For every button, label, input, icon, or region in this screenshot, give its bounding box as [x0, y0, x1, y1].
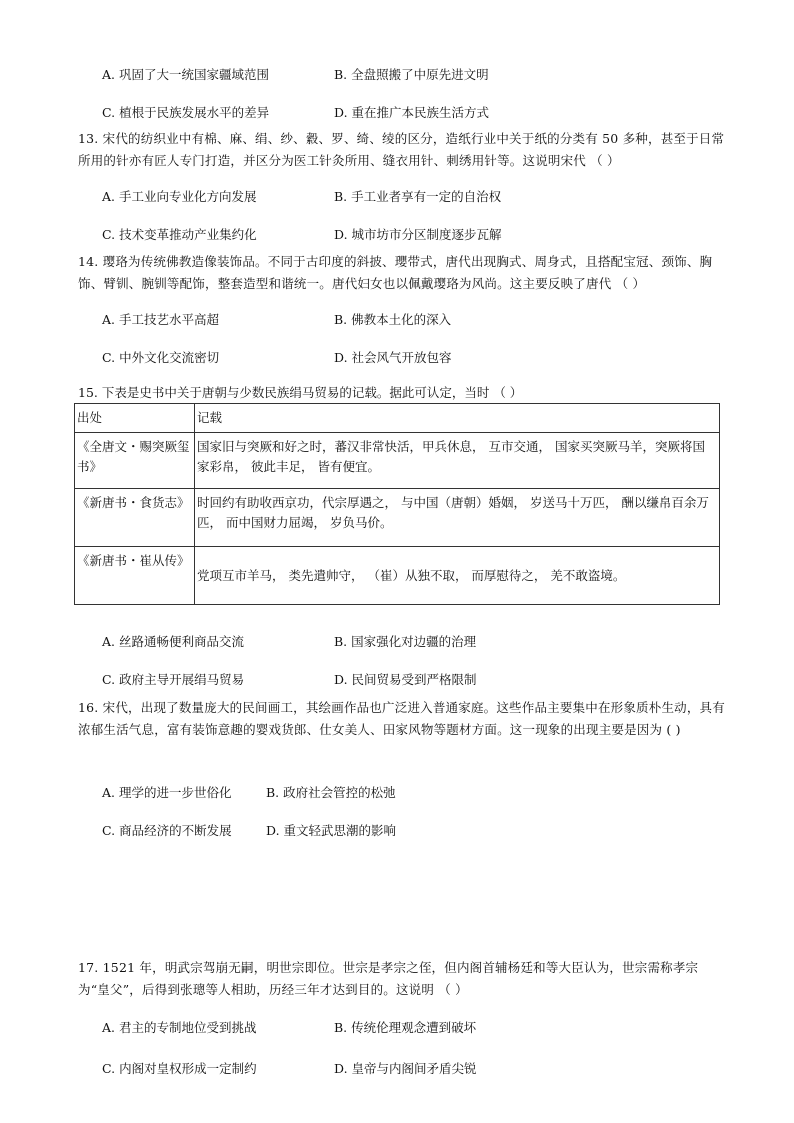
q16-option-d: D. 重文轻武思潮的影响	[266, 823, 397, 838]
q15-option-b: B. 国家强化对边疆的治理	[334, 634, 477, 649]
q15-option-d: D. 民间贸易受到严格限制	[334, 672, 477, 687]
q15-table	[74, 403, 720, 605]
q15-option-a: A. 丝路通畅便利商品交流	[102, 634, 244, 649]
table-header-record: 记载	[195, 404, 720, 433]
q15-stem: 15. 下表是史书中关于唐朝与少数民族绢马贸易的记载。据此可认定，当时 （ ）	[78, 385, 523, 400]
table-row	[75, 489, 720, 547]
q13-stem: 13. 宋代的纺织业中有棉、麻、绢、纱、縠、罗、绮、绫的区分，造纸行业中关于纸的分类有 50 多种，甚至于日常所用的针亦有匠人专门打造，并区分为医工针灸所用、缝衣用针、刺绣用针等。这说明宋代 （ ）	[78, 131, 725, 168]
q17-option-d: D. 皇帝与内阁间矛盾尖锐	[334, 1061, 477, 1076]
q14-stem: 14. 璎珞为传统佛教造像装饰品。不同于古印度的斜披、瓔带式，唐代出现胸式、周身式，且搭配宝冠、颈饰、胸饰、臂钏、腕钏等配饰，整套造型和谐统一。唐代妇女也以佩戴璎珞为风尚。这主要反映了唐代 （ ）	[78, 254, 713, 291]
q13-option-a: A. 手工业向专业化方向发展	[102, 189, 257, 204]
q14-option-c: C. 中外文化交流密切	[102, 350, 220, 365]
table-cell-record: 国家旧与突厥和好之时，蕃汉非常快活，甲兵休息， 互市交通， 国家买突厥马羊，突厥将国家彩帛， 彼此丰足， 皆有便宜。	[195, 433, 720, 489]
table-row	[75, 547, 720, 605]
table-cell-source: 《新唐书・崔从传》	[75, 547, 195, 605]
q13-option-c: C. 技术变革推动产业集约化	[102, 227, 257, 242]
q16-option-b: B. 政府社会管控的松弛	[266, 785, 396, 800]
table-header-row	[75, 404, 720, 433]
q14-option-b: B. 佛教本土化的深入	[334, 312, 452, 327]
q17-option-b: B. 传统伦理观念遭到破坏	[334, 1020, 477, 1035]
q17-option-a: A. 君主的专制地位受到挑战	[102, 1020, 257, 1035]
table-row	[75, 433, 720, 489]
table-cell-record: 党项互市羊马， 类先遣帅守， （崔）从独不取， 而厚慰待之， 羌不敢盗境。	[195, 547, 720, 605]
table-cell-source: 《全唐文・赐突厥玺书》	[75, 433, 195, 489]
q12-option-a: A. 巩固了大一统国家疆域范围	[102, 67, 269, 82]
q12-option-b: B. 全盘照搬了中原先进文明	[334, 67, 489, 82]
q13-option-b: B. 手工业者享有一定的自治权	[334, 189, 502, 204]
q12-option-c: C. 植根于民族发展水平的差异	[102, 105, 270, 120]
q16-option-a: A. 理学的进一步世俗化	[102, 785, 232, 800]
q12-option-d: D. 重在推广本民族生活方式	[334, 105, 490, 120]
q13-option-d: D. 城市坊市分区制度逐步瓦解	[334, 227, 502, 242]
q16-option-c: C. 商品经济的不断发展	[102, 823, 232, 838]
table-header-source: 出处	[75, 404, 195, 433]
table-cell-source: 《新唐书・食货志》	[75, 489, 195, 547]
q14-option-d: D. 社会风气开放包容	[334, 350, 452, 365]
q17-stem: 17. 1521 年，明武宗驾崩无嗣，明世宗即位。世宗是孝宗之侄，但内阁首辅杨廷和等大臣认为，世宗需称孝宗为“皇父”，后得到张璁等人相助，历经三年才达到目的。这说明 （ ）	[78, 960, 699, 997]
q17-option-c: C. 内阁对皇权形成一定制约	[102, 1061, 257, 1076]
table-cell-record: 时回约有助收西京功，代宗厚遇之， 与中国（唐朝）婚姻， 岁送马十万匹， 酬以缣帛百余万匹， 而中国财力屈竭， 岁负马价。	[195, 489, 720, 547]
q15-option-c: C. 政府主导开展绢马贸易	[102, 672, 245, 687]
q16-stem: 16. 宋代，出现了数量庞大的民间画工，其绘画作品也广泛进入普通家庭。这些作品主要集中在形象质朴生动，具有浓郁生活气息，富有装饰意趣的婴戏货郎、仕女美人、田家风物等题材方面。这一现象的出现主要是因为 ( )	[78, 700, 725, 737]
q14-option-a: A. 手工技艺水平高超	[102, 312, 219, 327]
